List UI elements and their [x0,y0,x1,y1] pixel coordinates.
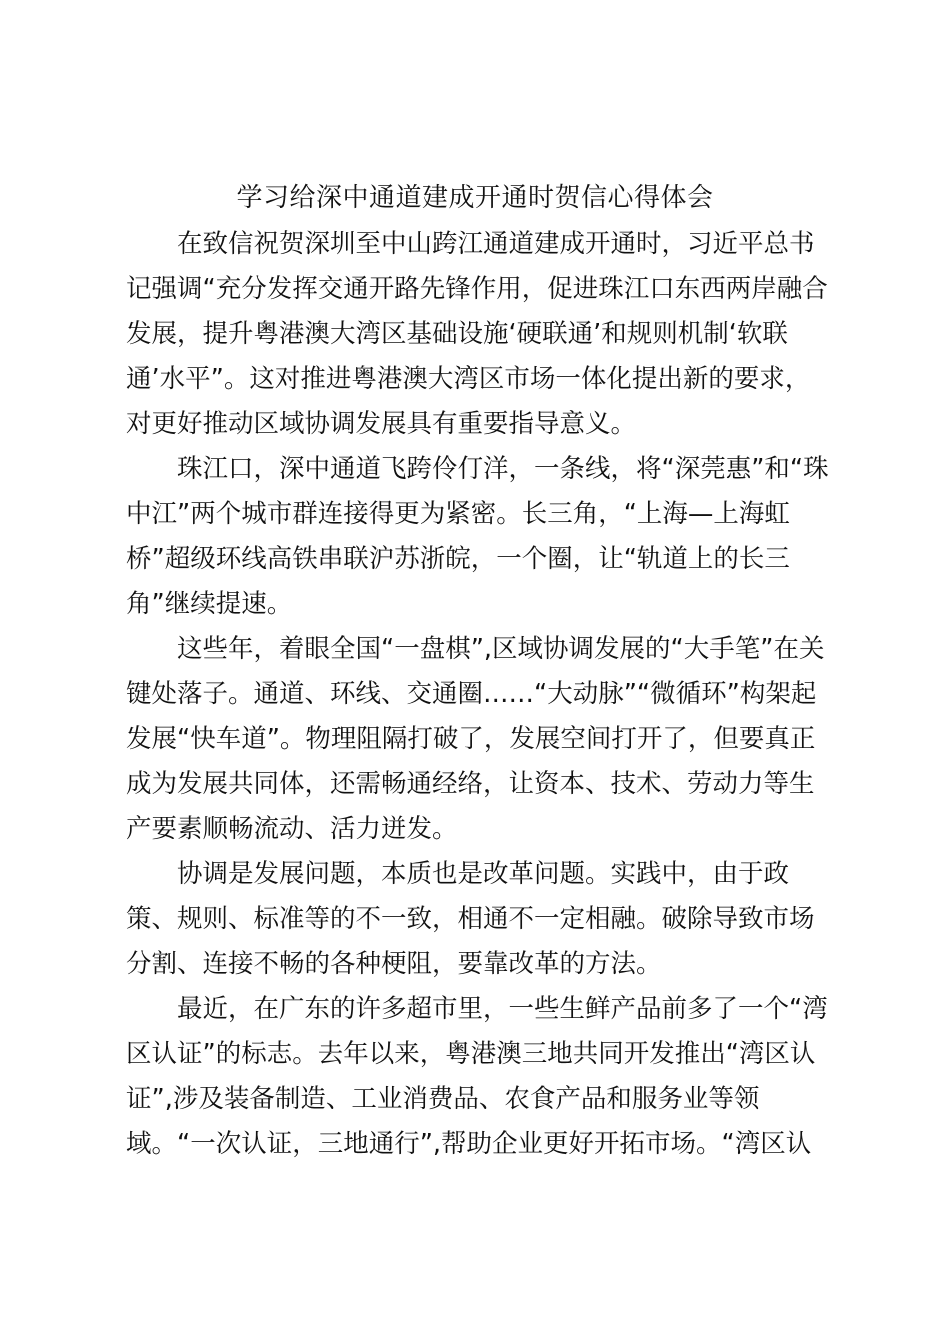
paragraph-5: 最近，在广东的许多超市里，一些生鲜产品前多了一个“湾 区认证”的标志。去年以来，粤港澳三地共同开发推出“湾区认 证”,涉及装备制造、工业消费品、农食产品和服务业等领 域。“一次认证，三地通行”,帮助企业更好开拓市场。“湾区认 [126,994,828,1159]
paragraph-4: 协调是发展问题，本质也是改革问题。实践中，由于政 策、规则、标准等的不一致，相通不一定相融。破除导致市场 分割、连接不畅的各种梗阻，要靠改革的方法。 [126,859,815,979]
paragraph-2: 珠江口，深中通道飞跨伶仃洋，一条线，将“深莞惠”和“珠 中江”两个城市群连接得更为紧密。长三角，“上海—上海虹 桥”超级环线高铁串联沪苏浙皖，一个圈，让“轨道上的长三 角”继续提速。 [126,454,829,619]
document-body [126,222,836,1167]
paragraph-3: 这些年，着眼全国“一盘棋”,区域协调发展的“大手笔”在关 键处落子。通道、环线、交通圈……“大动脉”“微循环”构架起 发展“快车道”。物理阻隔打破了，发展空间打开了，但要真正 成为发展共同体，还需畅通经络，让资本、技术、劳动力等生 产要素顺畅流动、活力迸发。 [126,634,825,844]
document-title: 学习给深中通道建成开通时贺信心得体会 [236,183,714,213]
paragraph-1: 在致信祝贺深圳至中山跨江通道建成开通时，习近平总书 记强调“充分发挥交通开路先锋作用，促进珠江口东西两岸融合 发展，提升粤港澳大湾区基础设施‘硬联通’和规则机制‘软联 通’水平”。这对推进粤港澳大湾区市场一体化提出新的要求， 对更好推动区域协调发展具有重要指导意义。 [126,229,828,439]
